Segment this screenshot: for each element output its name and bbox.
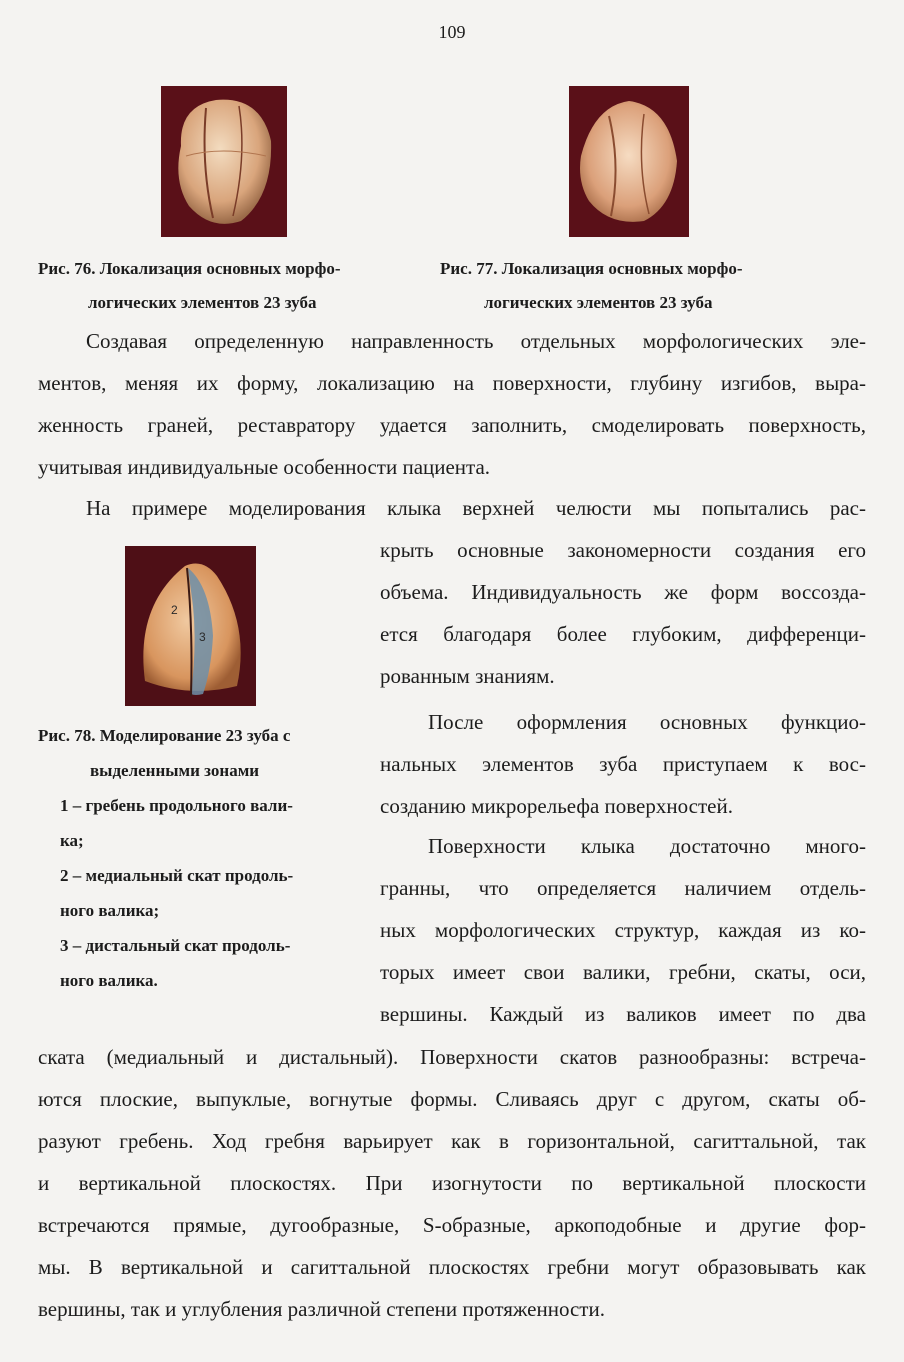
caption-line: Рис. 78. Моделирование 23 зуба с bbox=[38, 726, 291, 745]
text-line: ных морфологических структур, каждая из ко- bbox=[380, 918, 866, 942]
zone-label-3: 3 bbox=[199, 630, 206, 644]
text-line: торых имеет свои валики, гребни, скаты, оси, bbox=[380, 960, 866, 984]
caption-line: Рис. 76. Локализация основных морфо- bbox=[38, 259, 341, 278]
legend-line: 1 – гребень продольного вали- bbox=[60, 796, 293, 815]
text-line: ската (медиальный и дистальный). Поверхности скатов разнообразны: встреча- bbox=[38, 1045, 866, 1069]
text-line: ются плоские, выпуклые, вогнутые формы. Сливаясь друг с другом, скаты об- bbox=[38, 1087, 866, 1111]
paragraph-4 bbox=[380, 825, 866, 1035]
text-line: ется благодаря более глубоким, дифференци- bbox=[380, 622, 866, 646]
legend-line: ного валика; bbox=[60, 901, 160, 920]
paragraph-4-continued bbox=[38, 1036, 866, 1330]
paragraph-1 bbox=[38, 320, 866, 488]
text-line: учитывая индивидуальные особенности пациента. bbox=[38, 455, 491, 479]
text-line: созданию микрорельефа поверхностей. bbox=[380, 794, 733, 818]
paragraph-3 bbox=[380, 701, 866, 827]
figure-78-caption bbox=[38, 718, 368, 788]
text-line: нальных элементов зуба приступаем к вос- bbox=[380, 752, 866, 776]
tooth-photo-icon bbox=[569, 86, 689, 237]
caption-line: логических элементов 23 зуба bbox=[484, 293, 713, 312]
page-number: 109 bbox=[438, 22, 466, 42]
text-line: женность граней, реставратору удается заполнить, смоделировать поверхность, bbox=[38, 413, 866, 437]
paragraph-2 bbox=[38, 487, 866, 529]
legend-line: ного валика. bbox=[60, 971, 158, 990]
caption-line: Рис. 77. Локализация основных морфо- bbox=[440, 259, 743, 278]
figure-77-photo bbox=[569, 86, 689, 237]
text-line: Поверхности клыка достаточно много- bbox=[428, 834, 866, 858]
text-line: вершины. Каждый из валиков имеет по два bbox=[380, 1002, 866, 1026]
text-line: разуют гребень. Ход гребня варьирует как в горизонтальной, сагиттальной, так bbox=[38, 1129, 866, 1153]
legend-line: ка; bbox=[60, 831, 84, 850]
text-line: рованным знаниям. bbox=[380, 664, 555, 688]
tooth-photo-icon bbox=[125, 546, 256, 706]
text-line: и вертикальной плоскостях. При изогнутости по вертикальной плоскости bbox=[38, 1171, 866, 1195]
text-line: ментов, меняя их форму, локализацию на поверхности, глубину изгибов, выра- bbox=[38, 371, 866, 395]
figure-78-legend bbox=[60, 788, 360, 998]
paragraph-2-continued bbox=[380, 529, 866, 697]
legend-line: 2 – медиальный скат продоль- bbox=[60, 866, 294, 885]
caption-line: логических элементов 23 зуба bbox=[88, 293, 317, 312]
text-line: объема. Индивидуальность же форм воссозда- bbox=[380, 580, 866, 604]
figure-76-caption bbox=[38, 252, 418, 320]
text-line: После оформления основных функцио- bbox=[428, 710, 866, 734]
caption-line: выделенными зонами bbox=[90, 761, 260, 780]
zone-label-2: 2 bbox=[171, 603, 178, 617]
text-line: крыть основные закономерности создания его bbox=[380, 538, 866, 562]
figure-77-caption bbox=[440, 252, 860, 320]
tooth-photo-icon bbox=[161, 86, 287, 237]
figure-76-photo bbox=[161, 86, 287, 237]
legend-line: 3 – дистальный скат продоль- bbox=[60, 936, 291, 955]
figure-78-photo bbox=[125, 546, 256, 706]
text-line: гранны, что определяется наличием отдель- bbox=[380, 876, 866, 900]
text-line: мы. В вертикальной и сагиттальной плоскостях гребни могут образовывать как bbox=[38, 1255, 866, 1279]
text-line: вершины, так и углубления различной степени протяженности. bbox=[38, 1297, 605, 1321]
text-line: На примере моделирования клыка верхней челюсти мы попытались рас- bbox=[86, 496, 866, 520]
text-line: встречаются прямые, дугообразные, S-образные, аркоподобные и другие фор- bbox=[38, 1213, 866, 1237]
text-line: Создавая определенную направленность отдельных морфологических эле- bbox=[86, 329, 866, 353]
